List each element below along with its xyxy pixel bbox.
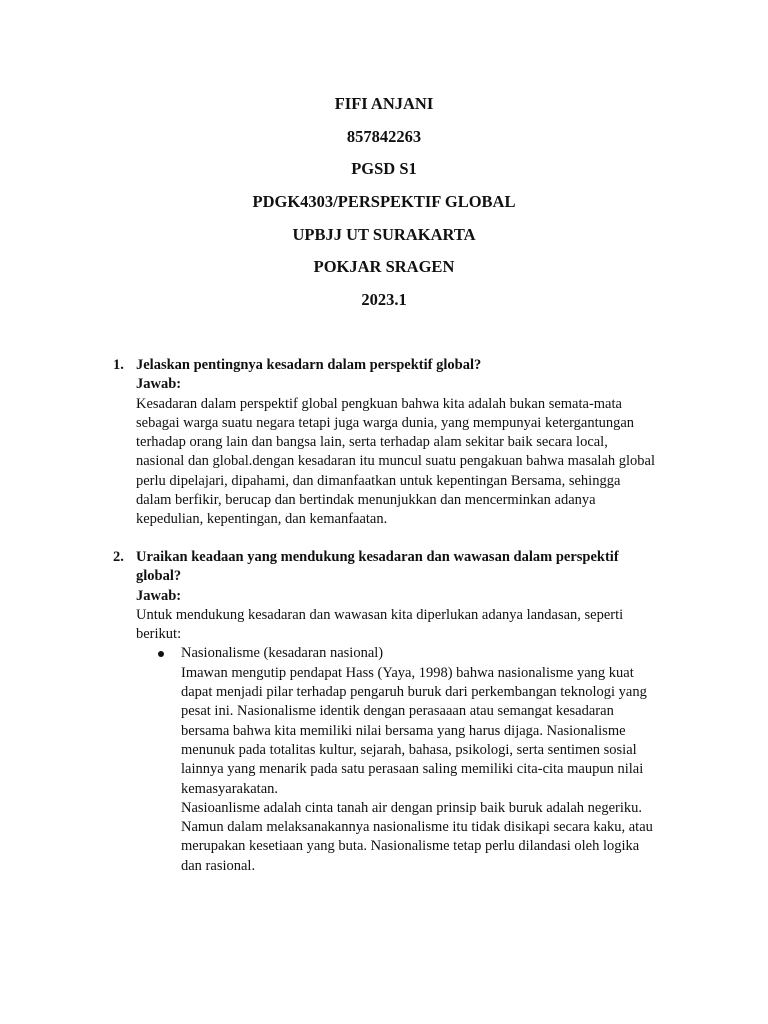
bullet-line: dan rasional. [181,857,256,874]
bullet-body [181,644,696,876]
bullet-line: bersama bahwa kita memiliki nilai bersama yang harus dijaga. Nasionalisme [181,722,626,739]
bullet-line: pesat ini. Nasionalisme identik dengan perasaaan atau semangat kesadaran [181,703,614,720]
bullet-line: dapat menjadi pilar terhadap pengaruh buruk dari perkembangan teknologi yang [181,684,647,701]
question-number: 1. [113,357,124,373]
bullet-line: merupakan kesetiaan yang buta. Nasionalisme tetap perlu dilandasi oleh logika [181,838,640,855]
student-name: FIFI ANJANI [334,94,434,113]
answer-line: dalam berfikir, berucap dan bertindak menunjukkan dan mencerminkan adanya [136,492,596,509]
bullet-line: menunuk pada totalitas kultur, sejarah, bahasa, psikologi, serta sentimen sosial [181,741,637,758]
academic-period: 2023.1 [361,290,407,310]
bullet-line: lainnya yang menarik pada satu perasaan saling memiliki cita-cita maupun nilai [181,761,644,778]
bullet-dot-icon [158,651,164,657]
question-number: 2. [113,549,124,565]
answer-line: kepedulian, kepentingan, dan kemanfaatan. [136,511,388,528]
answer-line: Kesadaran dalam perspektif global pengkuan bahwa kita adalah bukan semata-mata [136,395,622,412]
title-block [0,94,768,323]
answer-line: nasional dan global.dengan kesadaran itu muncul suatu pengakuan bahwa masalah global [136,453,656,470]
course-title: PDGK4303/PERSPEKTIF GLOBAL [252,192,516,212]
bullet-line: Imawan mengutip pendapat Hass (Yaya, 1998) bahwa nasionalisme yang kuat [181,664,634,681]
student-id: 857842263 [346,126,422,146]
bullet-title: Nasionalisme (kesadaran nasional) [181,645,384,662]
upbjj-name: UPBJJ UT SURAKARTA [292,224,476,244]
bullet-item [136,644,696,876]
answer-line: terhadap orang lain dan bangsa lain, serta terhadap alam sekitar baik secara local, [136,434,608,451]
question-body [136,548,696,876]
question-text: global? [136,568,182,585]
answer-line: sebagai warga suatu negara tetapi juga warga dunia, yang mempunyai ketergantungan [136,414,635,431]
answer-line: berikut: [136,626,182,643]
bullet-line: Nasioanlisme adalah cinta tanah air dengan prinsip baik buruk adalah negeriku. [181,799,643,816]
bullet-line: kemasyarakatan. [181,780,279,797]
question-text: Uraikan keadaan yang mendukung kesadaran dan wawasan dalam perspektif [136,549,619,565]
answer-line: Untuk mendukung kesadaran dan wawasan kita diperlukan adanya landasan, seperti [136,606,624,623]
question-text: Jelaskan pentingnya kesadarn dalam perspektif global? [136,357,482,373]
answer-label: Jawab: [136,587,182,604]
answer-label: Jawab: [136,376,182,393]
study-program: PGSD S1 [351,159,417,179]
answer-line: perlu dipelajari, dipahami, dan dimanfaatkan untuk kepentingan Bersama, sehingga [136,472,621,489]
bullet-line: Namun dalam melaksanakannya nasionalisme itu tidak disikapi secara kaku, atau [181,819,653,836]
question-body [136,356,696,530]
pokjar-name: POKJAR SRAGEN [313,257,455,277]
